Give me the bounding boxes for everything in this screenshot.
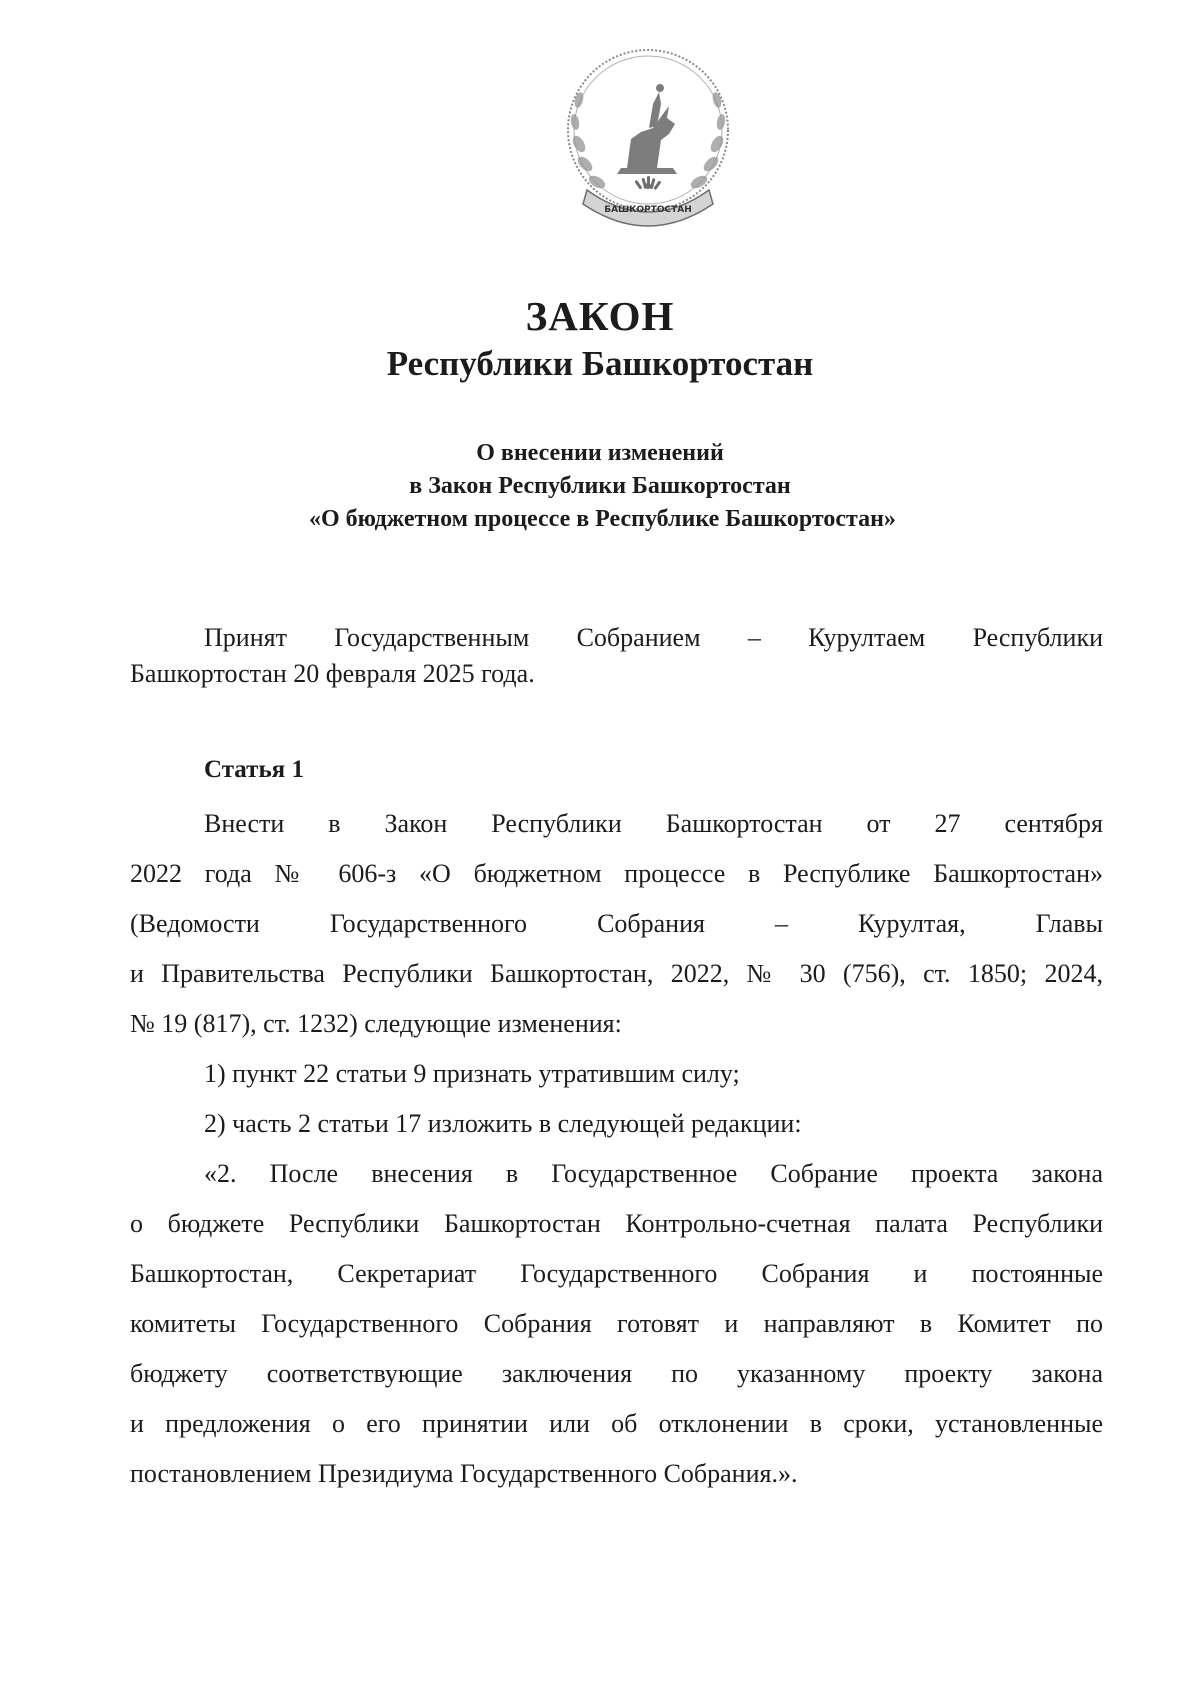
article-heading: Статья 1 <box>204 756 304 783</box>
article-line: № 19 (817), ст. 1232) следующие изменения: <box>130 1009 622 1038</box>
article-line: бюджету соответствующие заключения по указанному проекту закона <box>130 1359 1103 1388</box>
article-line: Внести в Закон Республики Башкортостан от 27 сентября <box>204 809 1103 838</box>
article-line: и предложения о его принятии или об отклонении в сроки, установленные <box>130 1409 1103 1438</box>
article-line: (Ведомости Государственного Собрания – Курултая, Главы <box>130 909 1103 938</box>
article-body <box>130 799 1103 1499</box>
article-line: 2) часть 2 статьи 17 изложить в следующей редакции: <box>204 1109 802 1138</box>
article-line: Башкортостан, Секретариат Государственного Собрания и постоянные <box>130 1259 1103 1288</box>
adoption-statement <box>130 620 1103 692</box>
adoption-line-2: Башкортостан 20 февраля 2025 года. <box>130 659 535 688</box>
subject-line-2: в Закон Республики Башкортостан <box>409 473 791 499</box>
adoption-line-1: Принят Государственным Собранием – Курултаем Республики <box>204 623 1103 652</box>
law-subject-heading <box>0 437 1200 537</box>
article-line: 2022 года № 606-з «О бюджетном процессе в Республике Башкортостан» <box>130 859 1103 888</box>
document-type-title: ЗАКОН <box>525 293 675 339</box>
article-line: комитеты Государственного Собрания готовят и направляют в Комитет по <box>130 1309 1103 1338</box>
subject-line-3: «О бюджетном процессе в Республике Башкортостан» <box>309 506 896 532</box>
article-line: 1) пункт 22 статьи 9 признать утратившим силу; <box>204 1059 740 1088</box>
article-line: о бюджете Республики Башкортостан Контрольно-счетная палата Республики <box>130 1209 1103 1238</box>
issuer-subtitle: Республики Башкортостан <box>386 344 814 383</box>
svg-text:БАШКОРТОСТАН: БАШКОРТОСТАН <box>604 205 692 215</box>
article-line: «2. После внесения в Государственное Собрание проекта закона <box>204 1159 1103 1188</box>
article-line: постановлением Президиума Государственного Собрания.». <box>130 1459 798 1488</box>
article-line: и Правительства Республики Башкортостан, 2022, № 30 (756), ст. 1850; 2024, <box>130 959 1103 988</box>
subject-line-1: О внесении изменений <box>476 440 724 466</box>
coat-of-arms-icon <box>557 44 739 234</box>
